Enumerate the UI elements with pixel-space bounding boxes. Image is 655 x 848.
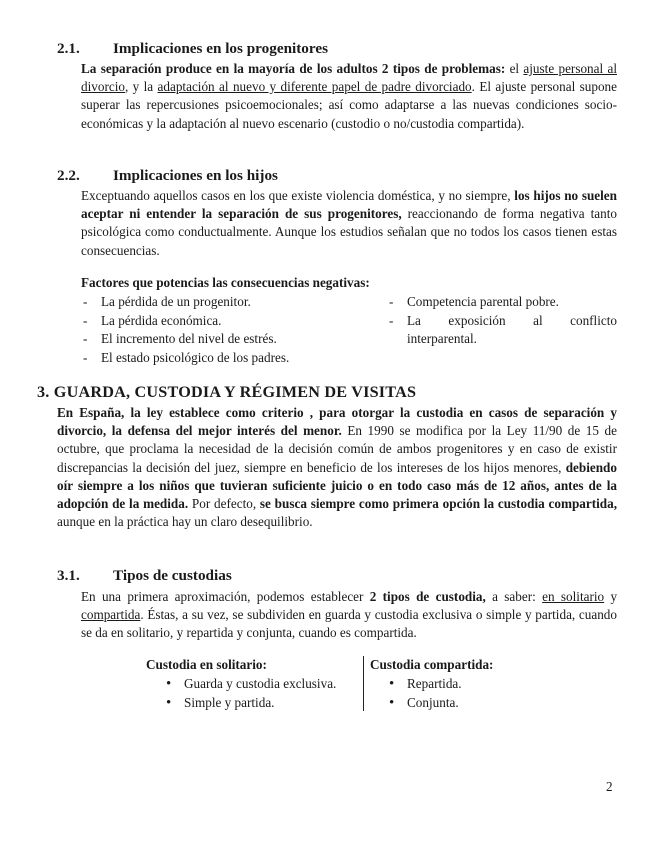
text-span: aunque en la práctica hay un claro desequilibrio.: [57, 514, 313, 530]
text-span: y: [604, 589, 618, 604]
section-number: 3.1.: [57, 567, 80, 584]
text-span: Exceptuando aquellos casos en los que existe violencia doméstica, y no siempre,: [81, 188, 515, 203]
text-span: . El ajuste personal supone superar las repercusiones psicoemocionales; así como adaptarse a las nuevas condiciones socio-económicas y la adaptación al nuevo escenario (custodio o no/custodia compartida).: [81, 79, 618, 131]
bold-phrase: se busca siempre como primera opción la custodia compartida,: [259, 496, 618, 512]
section-2-1-heading: [57, 40, 328, 58]
text-span: . Éstas, a su vez, se subdividen en guarda y custodia exclusiva o simple y partida, cuando se da en solitario, y repartida y conjunta, cuando es compartida.: [81, 607, 617, 641]
column-divider: [363, 656, 364, 711]
list-item: - La exposición al conflicto interparental.: [387, 312, 617, 349]
section-3-1-paragraph: [81, 588, 617, 643]
list-item: • Simple y partida.: [164, 694, 364, 713]
section-title: Tipos de custodias: [113, 567, 232, 584]
text-span: En 1990 se modifica por la Ley 11/90 de 15 de octubre, que proclama la necesidad de la decisión común de ambos progenitores y en caso de existir discrepancias la decisión del juez, siempre en beneficio de los intereses de los hijos menores,: [57, 423, 617, 475]
section-2-2-paragraph: [81, 187, 617, 260]
text-span: Por defecto,: [188, 496, 260, 512]
section-3-paragraph: [57, 404, 617, 531]
text-span: a saber:: [485, 589, 543, 604]
page-number: 2: [606, 779, 613, 794]
factors-title: Factores que potencias las consecuencias negativas:: [81, 275, 370, 290]
list-item: - Competencia parental pobre.: [387, 293, 617, 312]
underlined-phrase: adaptación al nuevo y diferente papel de padre divorciado: [157, 79, 472, 95]
text-span: reaccionando de forma negativa tanto psicológica como conductualmente. Aunque los estudios señalan que no todos los casos tienen estas consecuencias.: [81, 206, 617, 258]
list-item: - La pérdida de un progenitor.: [81, 293, 371, 312]
list-item: • Repartida.: [387, 675, 587, 694]
list-item: - El incremento del nivel de estrés.: [81, 330, 371, 349]
section-number: 2.1.: [57, 40, 80, 57]
bold-phrase: En España, la ley establece como criterio , para otorgar la custodia en casos de separación y divorcio, la defensa del mejor interés del menor.: [57, 405, 617, 439]
section-2-1-paragraph: [81, 60, 617, 133]
bold-phrase: 2 tipos de custodia,: [369, 589, 486, 604]
section-number: 2.2.: [57, 167, 80, 184]
list-item: - La pérdida económica.: [81, 312, 371, 331]
text-span: el: [505, 61, 524, 76]
bold-phrase: debiendo oír siempre a los niños que tuvieran suficiente juicio o en todo caso más de 12 años, antes de la adopción de la medida.: [57, 459, 617, 512]
custody-col2-title: Custodia compartida:: [370, 657, 494, 672]
section-title: Implicaciones en los progenitores: [113, 40, 329, 57]
underlined-phrase: compartida: [81, 607, 141, 623]
custody-col1-list: [164, 675, 364, 712]
section-3-heading: 3. GUARDA, CUSTODIA Y RÉGIMEN DE VISITAS: [37, 383, 417, 401]
list-item: - El estado psicológico de los padres.: [81, 349, 371, 368]
list-item: • Conjunta.: [387, 694, 587, 713]
bold-phrase: los hijos no suelen aceptar ni entender la separación de sus progenitores,: [81, 188, 617, 222]
bold-phrase: La separación produce en la mayoría de los adultos 2 tipos de problemas:: [81, 61, 506, 76]
custody-col1-title: Custodia en solitario:: [146, 657, 267, 672]
section-2-2-heading: [57, 167, 278, 185]
list-item: • Guarda y custodia exclusiva.: [164, 675, 364, 694]
text-span: , y la: [124, 79, 158, 95]
factors-list-left: [81, 293, 371, 367]
custody-col2-list: [387, 675, 587, 712]
underlined-phrase: ajuste personal al divorcio: [81, 61, 617, 95]
factors-list-right: [387, 293, 617, 349]
text-span: En una primera aproximación, podemos establecer: [81, 589, 370, 604]
underlined-phrase: en solitario: [542, 589, 605, 604]
section-3-1-heading: [57, 567, 232, 585]
section-title: Implicaciones en los hijos: [113, 167, 278, 184]
